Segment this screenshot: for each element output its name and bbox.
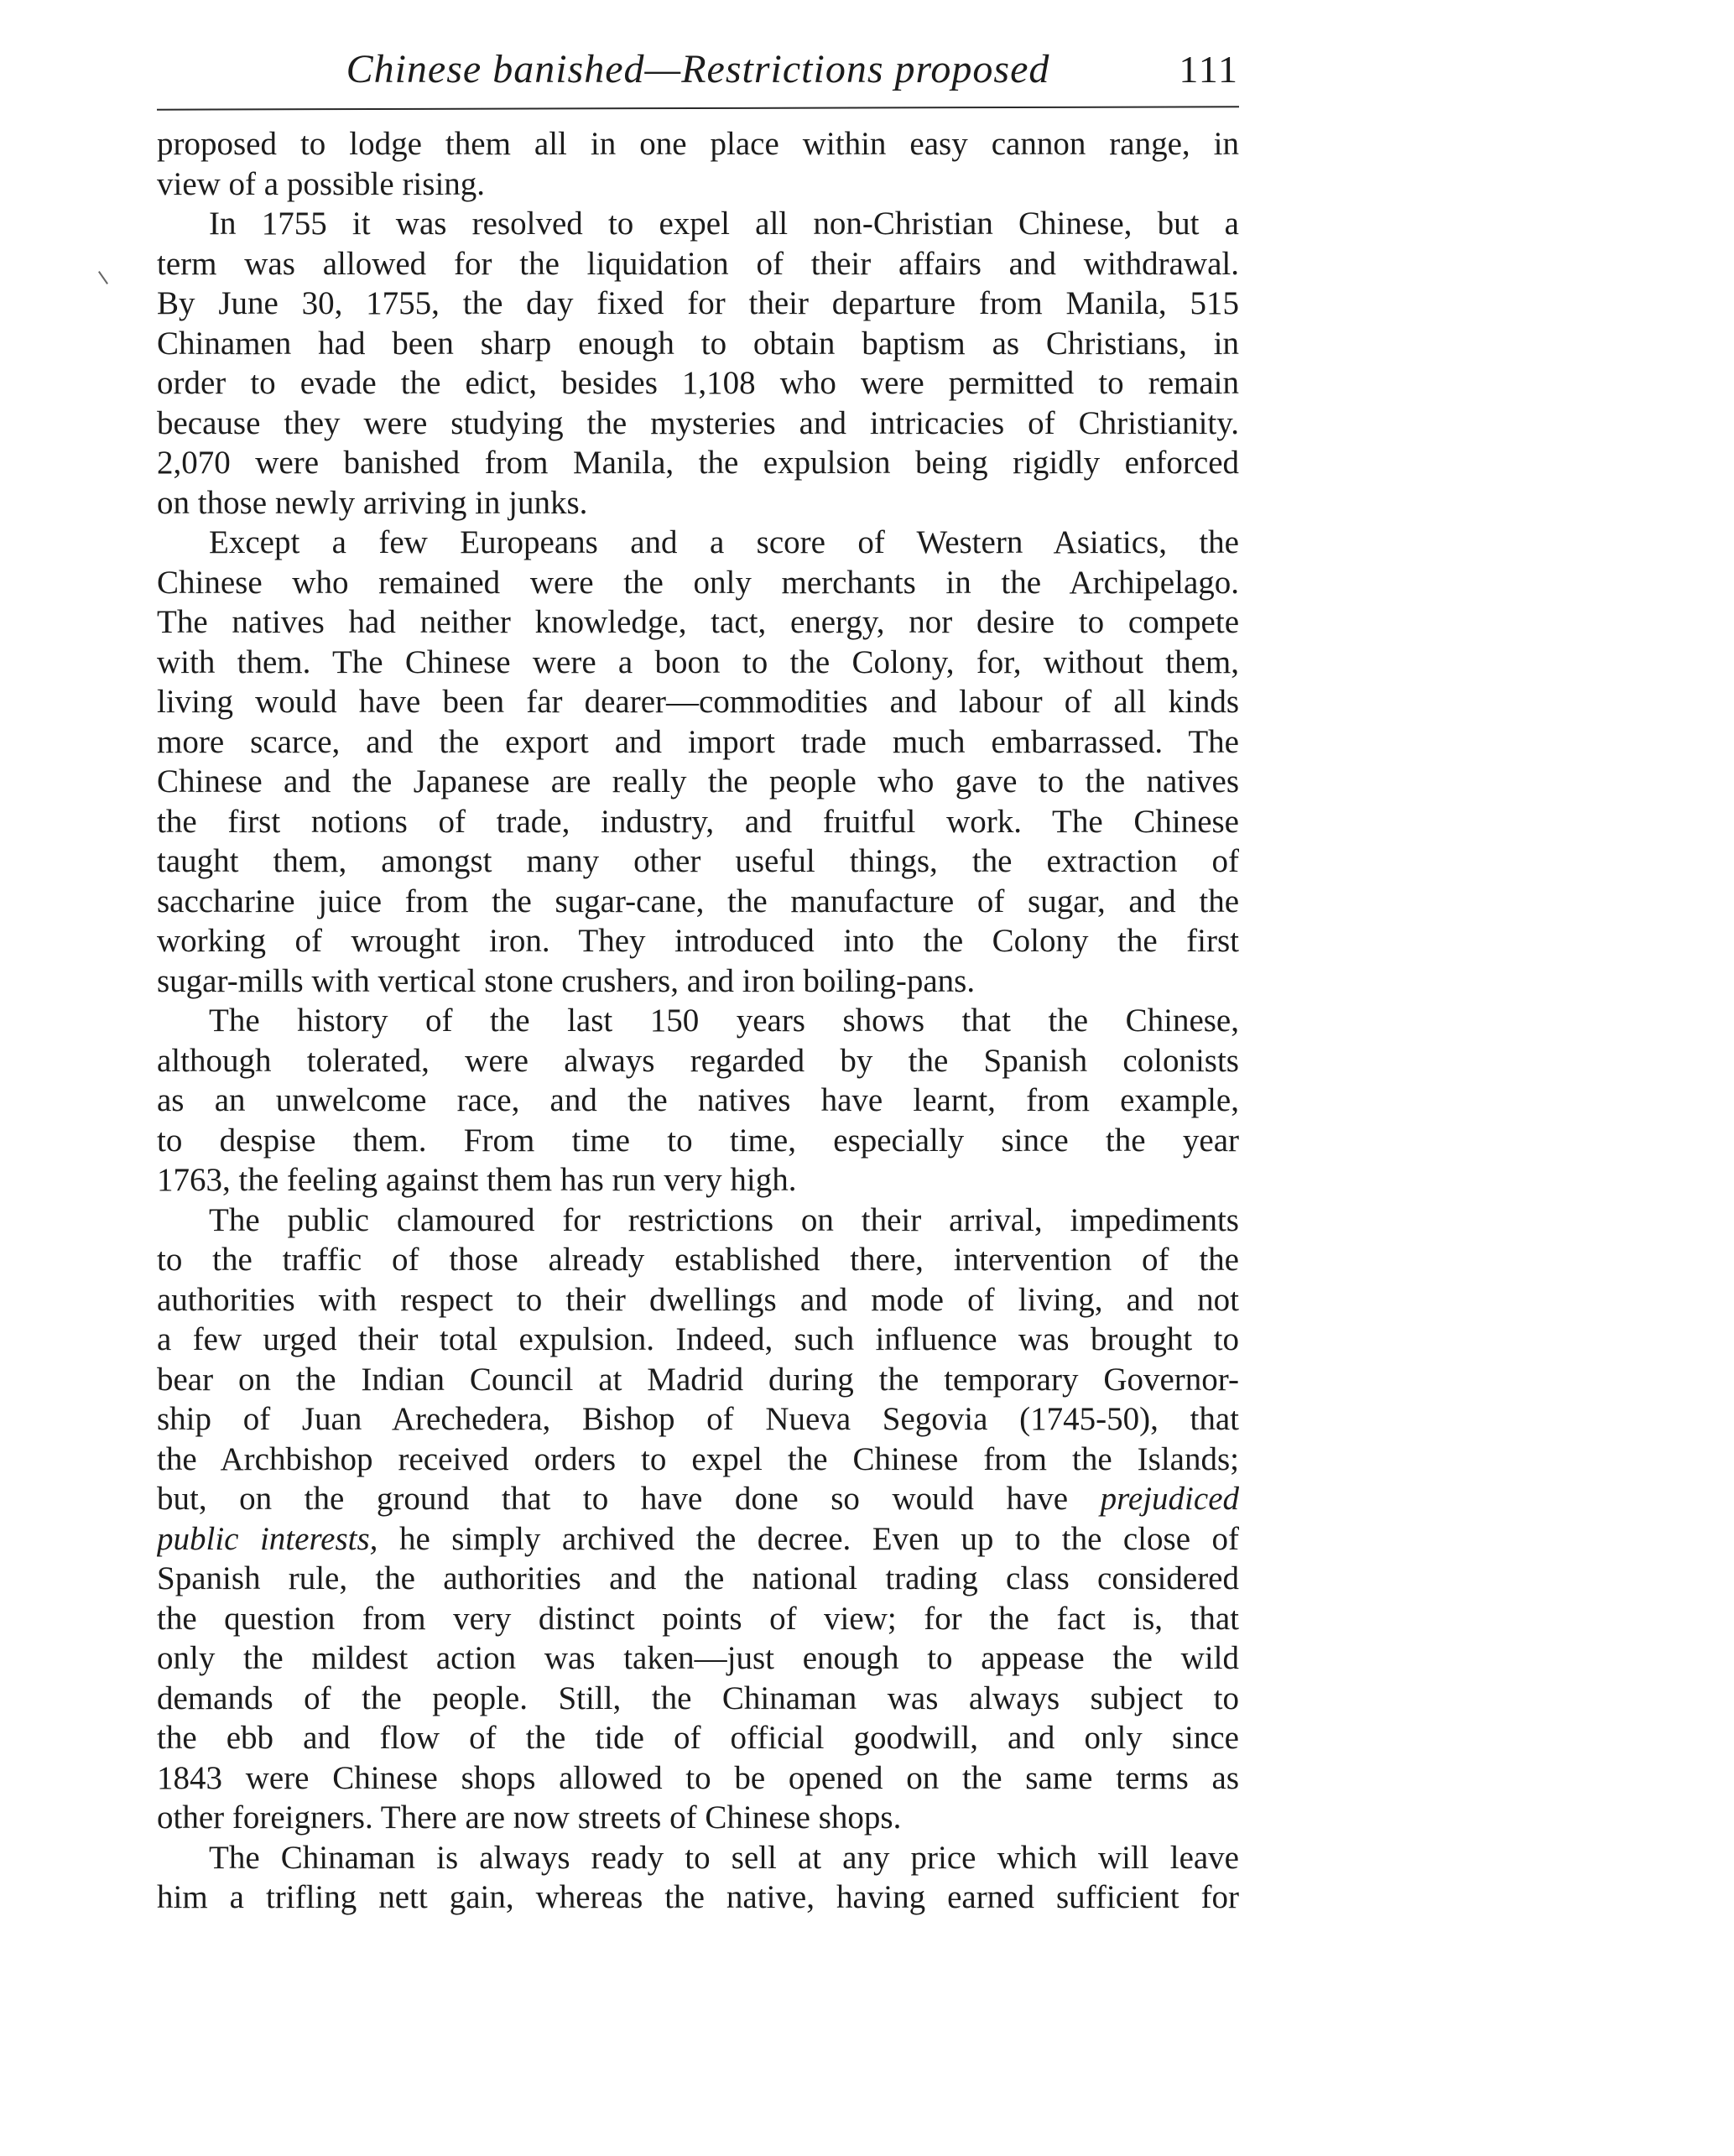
text-line: the first notions of trade, industry, and fruitful work. The Chinese bbox=[157, 803, 1239, 840]
text-line: living would have been far dearer—commodities and labour of all kinds bbox=[157, 684, 1239, 720]
text-line: because they were studying the mysteries and intricacies of Christianity. bbox=[157, 404, 1239, 441]
text-line: 1843 were Chinese shops allowed to be opened on the same terms as bbox=[157, 1759, 1239, 1796]
italic-phrase: public interests, bbox=[157, 1520, 378, 1557]
page-number: 111 bbox=[1179, 48, 1239, 91]
text-line: only the mildest action was taken—just enough to appease the wild bbox=[157, 1640, 1239, 1676]
text-line: Except a few Europeans and a score of Western Asiatics, the bbox=[209, 524, 1239, 560]
text-line: with them. The Chinese were a boon to the Colony, for, without them, bbox=[157, 643, 1239, 680]
text-line: saccharine juice from the sugar-cane, the manufacture of sugar, and the bbox=[157, 883, 1239, 919]
text-line-mixed bbox=[157, 1479, 1239, 1519]
running-head bbox=[157, 40, 1239, 99]
text-line: The history of the last 150 years shows that the Chinese, bbox=[209, 1002, 1239, 1039]
text-segment: he simply archived the decree. Even up to the close of bbox=[398, 1520, 1239, 1557]
text-line: although tolerated, were always regarded by the Spanish colonists bbox=[157, 1042, 1239, 1079]
text-line: The natives had neither knowledge, tact, energy, nor desire to compete bbox=[157, 604, 1239, 640]
text-line: him a trifling nett gain, whereas the native, having earned sufficient for bbox=[157, 1879, 1239, 1915]
text-line: demands of the people. Still, the Chinaman was always subject to bbox=[157, 1679, 1239, 1716]
text-line: Chinamen had been sharp enough to obtain baptism as Christians, in bbox=[157, 325, 1239, 362]
text-line: 1763, the feeling against them has run very high. bbox=[157, 1162, 797, 1198]
text-line: Chinese who remained were the only merchants in the Archipelago. bbox=[157, 564, 1239, 601]
margin-mark bbox=[98, 271, 108, 284]
text-line-mixed bbox=[157, 1519, 1239, 1560]
text-line: sugar-mills with vertical stone crushers, and iron boiling-pans. bbox=[157, 962, 976, 999]
text-line: The Chinaman is always ready to sell at any price which will leave bbox=[209, 1839, 1239, 1876]
text-line: on those newly arriving in junks. bbox=[157, 484, 588, 521]
text-line: By June 30, 1755, the day fixed for their departure from Manila, 515 bbox=[157, 285, 1239, 321]
text-line: The public clamoured for restrictions on their arrival, impediments bbox=[209, 1201, 1239, 1238]
text-line: working of wrought iron. They introduced into the Colony the first bbox=[157, 923, 1239, 959]
body-text bbox=[157, 124, 1239, 1918]
text-line: to despise them. From time to time, especially since the year bbox=[157, 1122, 1239, 1159]
text-line: order to evade the edict, besides 1,108 who were permitted to remain bbox=[157, 365, 1239, 401]
italic-phrase: prejudiced bbox=[1100, 1481, 1239, 1517]
text-line: to the traffic of those already established there, intervention of the bbox=[157, 1242, 1239, 1278]
text-line: Chinese and the Japanese are really the people who gave to the natives bbox=[157, 763, 1239, 799]
text-line: ship of Juan Arechedera, Bishop of Nueva Segovia (1745-50), that bbox=[157, 1401, 1239, 1437]
text-line: more scarce, and the export and import trade much embarrassed. The bbox=[157, 723, 1239, 760]
text-line: the ebb and flow of the tide of official goodwill, and only since bbox=[157, 1720, 1239, 1756]
text-line: the question from very distinct points of view; for the fact is, that bbox=[157, 1600, 1239, 1637]
text-line: taught them, amongst many other useful things, the extraction of bbox=[157, 843, 1239, 879]
text-line: the Archbishop received orders to expel the Chinese from the Islands; bbox=[157, 1440, 1239, 1477]
text-line: In 1755 it was resolved to expel all non-Christian Chinese, but a bbox=[209, 206, 1239, 242]
header-rule bbox=[157, 106, 1239, 110]
text-line: as an unwelcome race, and the natives have learnt, from example, bbox=[157, 1082, 1239, 1118]
text-line: view of a possible rising. bbox=[157, 165, 486, 202]
text-line: term was allowed for the liquidation of their affairs and withdrawal. bbox=[157, 245, 1239, 282]
text-line: other foreigners. There are now streets of Chinese shops. bbox=[157, 1799, 902, 1836]
text-line: Spanish rule, the authorities and the national trading class considered bbox=[157, 1560, 1239, 1596]
running-title: Chinese banished—Restrictions proposed bbox=[346, 47, 1050, 91]
text-line: proposed to lodge them all in one place within easy cannon range, in bbox=[157, 126, 1239, 162]
text-segment: but, on the ground that to have done so would have bbox=[157, 1481, 1069, 1517]
text-line: authorities with respect to their dwellings and mode of living, and not bbox=[157, 1281, 1239, 1318]
text-line: 2,070 were banished from Manila, the expulsion being rigidly enforced bbox=[157, 445, 1239, 481]
text-line: bear on the Indian Council at Madrid during the temporary Governor- bbox=[157, 1361, 1239, 1398]
text-line: a few urged their total expulsion. Indeed, such influence was brought to bbox=[157, 1321, 1239, 1357]
